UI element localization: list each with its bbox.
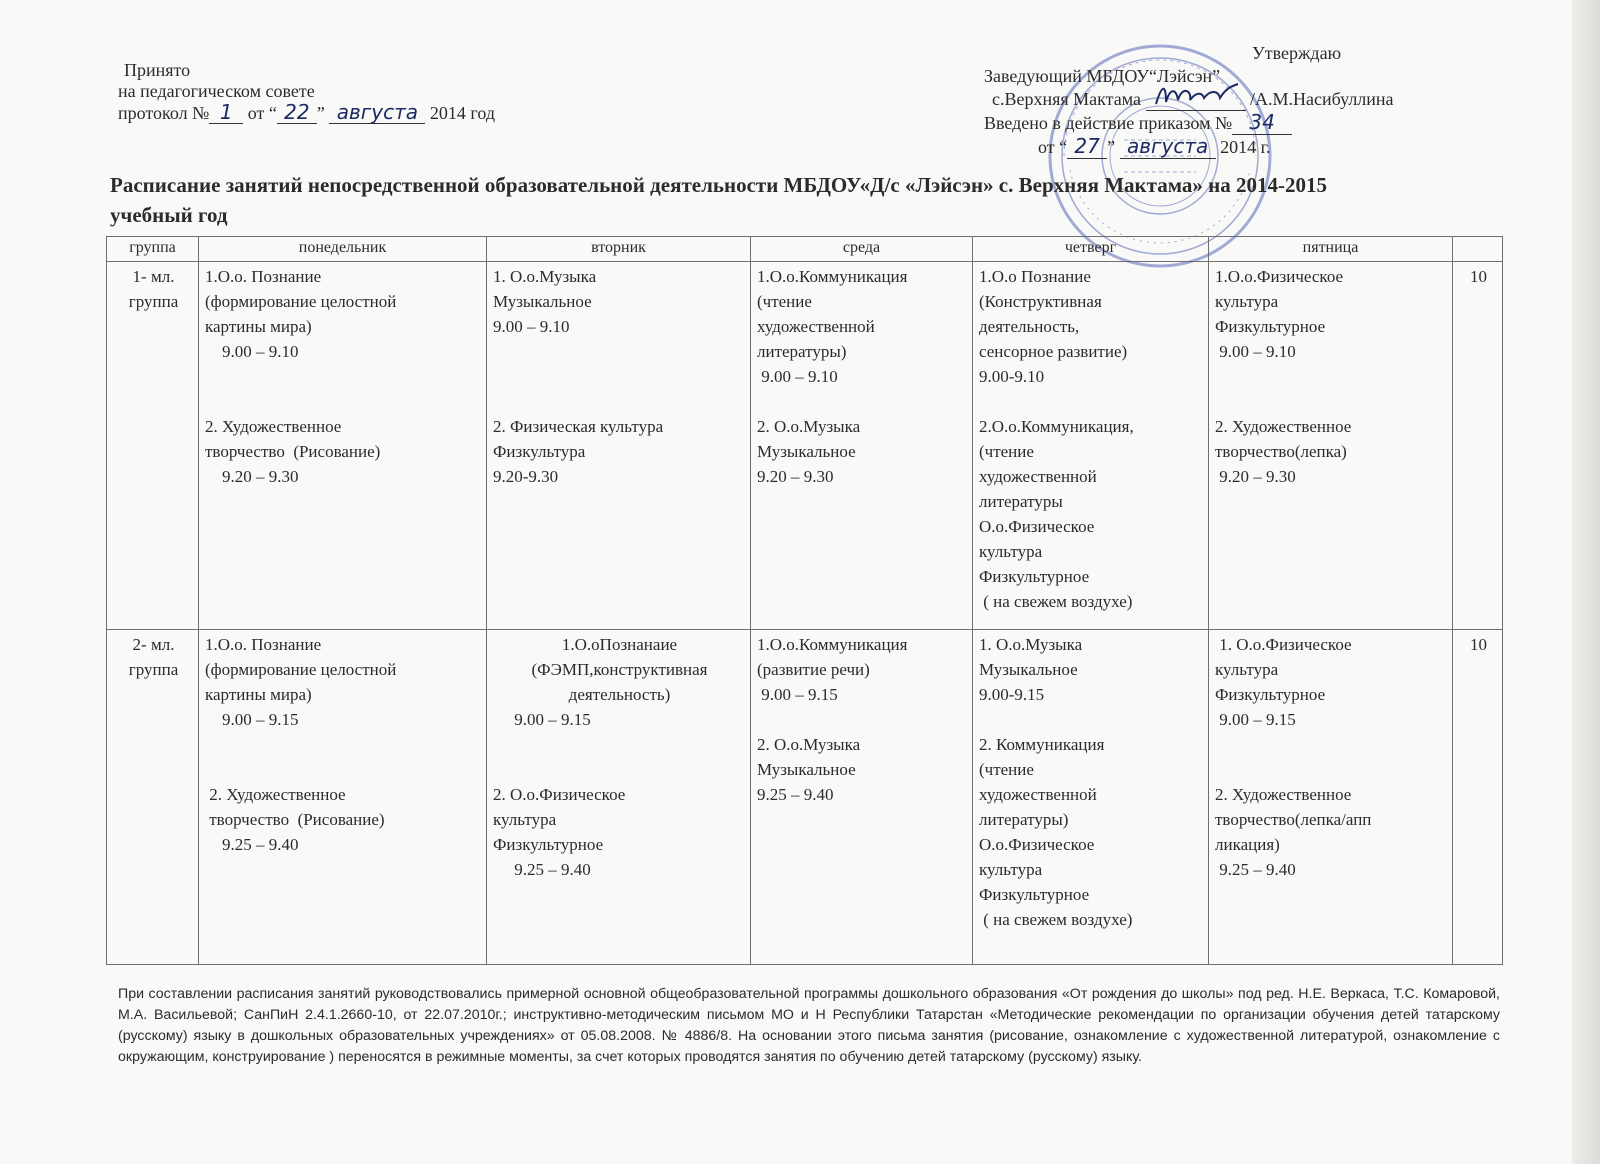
order-line <box>984 111 1504 135</box>
thursday-cell: 1.О.о Познание (Конструктивная деятельность, сенсорное развитие) 9.00-9.10 2.О.о.Коммуникация, (чтение художественной литературы О.о.Физическое культура Физкультурное ( на свежем воздухе) <box>973 262 1209 630</box>
schedule-table <box>106 236 1503 965</box>
header-count <box>1453 237 1503 262</box>
order-month: августа <box>1120 135 1216 159</box>
approval-block <box>984 42 1504 159</box>
group-cell: 2- мл. группа <box>107 630 199 965</box>
table-row <box>107 262 1503 630</box>
order-date-line <box>984 135 1504 159</box>
tuesday-lesson-rest: 9.00 – 9.15 2. О.о.Физическое культура Физкультурное 9.25 – 9.40 <box>493 710 626 879</box>
accepted-label: Принято <box>124 60 191 80</box>
header-tuesday: вторник <box>487 237 751 262</box>
head-name: /А.М.Насибуллина <box>1250 89 1394 109</box>
acceptance-block <box>118 60 495 124</box>
footnote: При составлении расписания занятий руководствовались примерной основной общеобразовательной программы дошкольного образования «От рождения до школы» под ред. Н.Е. Веркаса, Т.С. Комаровой, М.А. Васильевой; СанПиН 2.4.1.2660-10, от 22.07.2010г.; инструктивно-методическим письмом МО и Н Республики Татарстан «Методические рекомендации по организации обучения детей татарскому (русскому) языку в дошкольных образовательных учреждениях» от 05.08.2008. № 4886/8. На основании этого письма занятия (рисование, ознакомление с художественной литературой, ознакомление с окружающим, конструирование ) переносятся в режимные моменты, за счет которых проводятся занятия по обучению детей татарскому (русскому) языку. <box>118 986 1500 1065</box>
protocol-day-close: ” <box>316 103 325 123</box>
header-thursday: четверг <box>973 237 1209 262</box>
monday-cell: 1.О.о. Познание (формирование целостной картины мира) 9.00 – 9.10 2. Художественное творчество (Рисование) 9.20 – 9.30 <box>199 262 487 630</box>
approve-label: Утверждаю <box>1252 43 1342 63</box>
signature-line <box>984 88 1504 111</box>
header-friday: пятница <box>1209 237 1453 262</box>
head-signature <box>1146 90 1246 111</box>
count-cell: 10 <box>1453 262 1503 630</box>
order-year: 2014 г. <box>1220 137 1271 157</box>
tuesday-cell <box>487 630 751 965</box>
tuesday-cell: 1. О.о.Музыка Музыкальное 9.00 – 9.10 2. Физическая культура Физкультура 9.20-9.30 <box>487 262 751 630</box>
protocol-date-prefix: от “ <box>247 103 277 123</box>
group-cell: 1- мл. группа <box>107 262 199 630</box>
table-row <box>107 630 1503 965</box>
count-cell: 10 <box>1453 630 1503 965</box>
head-title: Заведующий МБДОУ“Лэйсэн” <box>984 66 1221 86</box>
friday-cell: 1. О.о.Физическое культура Физкультурное 9.00 – 9.15 2. Художественное творчество(лепка/апп ликация) 9.25 – 9.40 <box>1209 630 1453 965</box>
header-monday: понедельник <box>199 237 487 262</box>
protocol-line <box>118 102 495 124</box>
protocol-prefix: протокол № <box>118 103 210 123</box>
monday-cell: 1.О.о. Познание (формирование целостной картины мира) 9.00 – 9.15 2. Художественное творчество (Рисование) 9.25 – 9.40 <box>199 630 487 965</box>
header-wednesday: среда <box>751 237 973 262</box>
signature-icon <box>1152 80 1242 110</box>
protocol-number: 1 <box>209 102 243 124</box>
order-date-prefix: от “ <box>1038 137 1068 157</box>
protocol-month: августа <box>329 102 425 124</box>
order-day-close: ” <box>1107 137 1116 157</box>
order-number: 34 <box>1232 111 1292 135</box>
protocol-day: 22 <box>277 102 317 124</box>
thursday-cell: 1. О.о.Музыка Музыкальное 9.00-9.15 2. Коммуникация (чтение художественной литературы) О.о.Физическое культура Физкультурное ( на свежем воздухе) <box>973 630 1209 965</box>
table-header-row <box>107 237 1503 262</box>
page-title: Расписание занятий непосредственной образовательной деятельности МБДОУ«Д/с «Лэйсэн» с. Верхняя Мактама» на 2014-2015 учебный год <box>110 173 1327 227</box>
wednesday-cell: 1.О.о.Коммуникация (развитие речи) 9.00 – 9.15 2. О.о.Музыка Музыкальное 9.25 – 9.40 <box>751 630 973 965</box>
location-label: с.Верхняя Мактама <box>992 89 1142 109</box>
protocol-year: 2014 год <box>429 103 495 123</box>
page-edge <box>1572 0 1600 1164</box>
order-day: 27 <box>1067 135 1107 159</box>
tuesday-lesson-title: 1.О.оПознанаие (ФЭМП,конструктивная деятельность) <box>531 635 708 704</box>
order-prefix: Введено в действие приказом № <box>984 113 1233 133</box>
friday-cell: 1.О.о.Физическое культура Физкультурное 9.00 – 9.10 2. Художественное творчество(лепка) 9.20 – 9.30 <box>1209 262 1453 630</box>
council-label: на педагогическом совете <box>118 81 315 101</box>
wednesday-cell: 1.О.о.Коммуникация (чтение художественной литературы) 9.00 – 9.10 2. О.о.Музыка Музыкальное 9.20 – 9.30 <box>751 262 973 630</box>
header-group: группа <box>107 237 199 262</box>
